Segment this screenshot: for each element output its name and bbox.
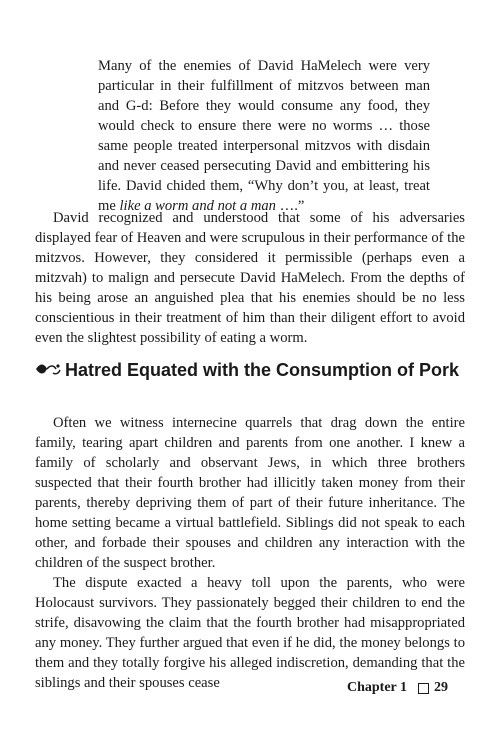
- paragraph-2: Often we witness internecine quarrels that drag down the entire family, tearing apart children and parents from one another. I knew a family of scholarly and observant Jews, in which three brothers suspected that their fourth brother had illicitly taken money from their parents, thereby depriving them of part of their future inheritance. The home setting became a virtual battlefield. Siblings did not speak to each other, and forbade their spouses and children any interaction with the children of the suspect brother.: [35, 415, 465, 571]
- paragraph-1: David recognized and understood that some of his adversaries displayed fear of Heaven and were scrupulous in their performance of the mitzvos. However, they considered it permissible (perhaps even a mitzvah) to malign and persecute David HaMelech. From the depths of his being arose an anguished plea that his enemies should be no less conscientious in their treatment of him than their diligent effort to avoid even the slightest possibility of eating a worm.: [35, 210, 465, 346]
- paragraph-3: The dispute exacted a heavy toll upon the parents, who were Holocaust survivors. They passionately begged their children to end the strife, disavowing the claim that the fourth brother had misappropriated any money. They further argued that even if he did, the money belongs to them and they totally forgive his alleged indiscretion, demanding that the siblings and their spouses cease: [35, 575, 465, 691]
- quote-text-start: Many of the enemies of David HaMelech were very particular in their fulfillment of mitzvos between man and G-d: Before they would consume any food, they would check to ensure there were no worms … those same people treated interpersonal mitzvos with disdain and never ceased persecuting David and embittering his life. David chided them, “Why don’t you, at least, treat me: [98, 58, 430, 214]
- paragraph-1-block: [35, 208, 465, 348]
- page-footer: [347, 680, 448, 696]
- quote-text: [98, 56, 430, 216]
- section-heading: [35, 358, 465, 382]
- paragraph-2-block: [35, 413, 465, 693]
- fleuron-icon: [35, 358, 65, 382]
- quote-text-end: ….”: [275, 198, 305, 214]
- block-quote: [98, 56, 430, 216]
- chapter-label: Chapter 1: [346, 680, 407, 695]
- section-heading-text: Hatred Equated with the Consumption of Pork: [65, 360, 460, 380]
- page-number: 29: [434, 680, 448, 695]
- square-icon: [418, 683, 429, 694]
- quote-text-italic: like a worm and not a man: [119, 198, 276, 214]
